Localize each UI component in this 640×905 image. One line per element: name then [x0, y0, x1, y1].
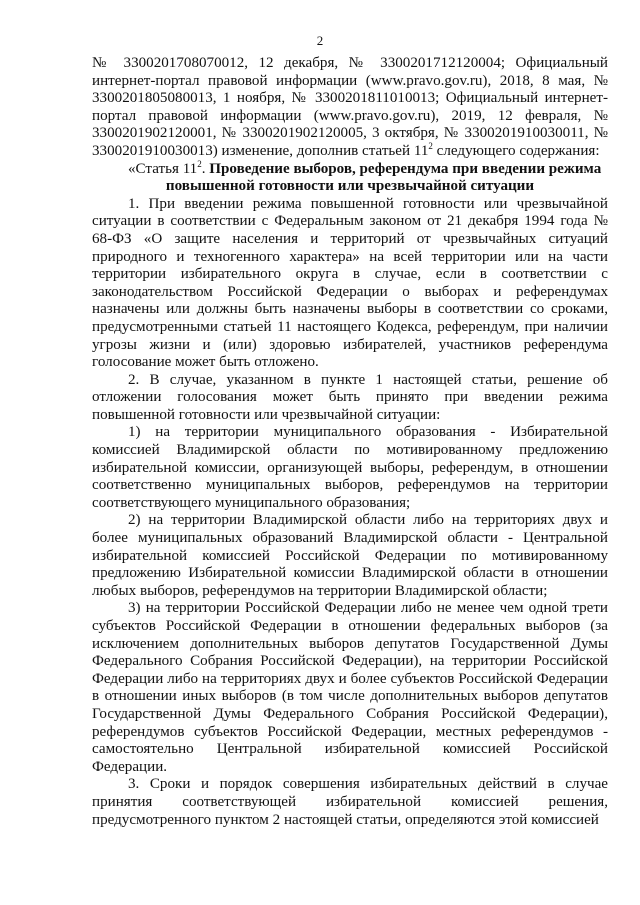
article-heading: [92, 158, 608, 179]
paragraph-2-item-2: 2) на территории Владимирской области либо на территориях двух и более муниципальных образований Владимирской области - Центральной избирательной комиссией Российской Федерации по мотивированному предложению Избирательной комиссии Владимирской области в отношении любых выборов, референдумов на территории Владимирской области;: [92, 512, 608, 599]
intro-paragraph: [92, 55, 608, 161]
paragraph-2-item-1: 1) на территории муниципального образования - Избирательной комиссией Владимирской области по мотивированному предложению избирательной комиссии, организующей выборы, референдум, в отношении соответственно муниципальных выборов, референдумов на территории соответствующего муниципального образования;: [92, 424, 608, 511]
paragraph-3: 3. Сроки и порядок совершения избирательных действий в случае принятия соответствующей избирательной комиссией решения, предусмотренного пунктом 2 настоящей статьи, определяются этой комиссией: [92, 776, 608, 828]
page-number: 2: [316, 33, 324, 48]
article-superscript: 2: [197, 158, 202, 169]
intro-tail: следующего содержания:: [432, 142, 600, 159]
intro-superscript: 2: [428, 140, 433, 151]
intro-text: № 3300201708070012, 12 декабря, № 3300201712120004; Официальный интернет-портал правовой информации (www.pravo.gov.ru), 2018, 8 мая, № 3300201805080013, 1 ноября, № 3300201811010013; Официальный интернет-портал правовой информации (www.pravo.gov.ru), 2019, 12 февраля, № 3300201902120001, № 3300201902120005, 3 октября, № 3300201910030011, № 3300201910030013) изменение, дополнив статьей 11: [92, 55, 608, 159]
paragraph-1: 1. При введении режима повышенной готовности или чрезвычайной ситуации в соответствии с Федеральным законом от 21 декабря 1994 года № 68-ФЗ «О защите населения и территорий от чрезвычайных ситуаций природного и техногенного характера» на всей территории или на части территории избирательного округа в случае, если в соответствии с законодательством Российской Федерации о выборах и референдумах назначены или должны быть назначены выборы в соответствии со сроками, предусмотренными статьей 11 настоящего Кодекса, референдум, при наличии угрозы жизни и (или) здоровью избирателей, участников референдума голосование может быть отложено.: [92, 195, 608, 371]
paragraph-2-item-3: 3) на территории Российской Федерации либо не менее чем одной трети субъектов Российской Федерации в отношении федеральных выборов (за исключением дополнительных выборов депутатов Государственной Думы Федерального Собрания Российской Федерации), на территории Российской Федерации либо на территориях двух и более субъектов Российской Федерации в отношении иных выборов (в том числе дополнительных выборов депутатов Государственной Думы Федерального Собрания Российской Федерации), референдумов субъектов Российской Федерации, местных референдумов - самостоятельно Центральной избирательной комиссией Российской Федерации.: [92, 600, 608, 775]
article-title-line1: Проведение выборов, референдума при введении режима: [209, 160, 602, 177]
paragraph-2: 2. В случае, указанном в пункте 1 настоящей статьи, решение об отложении голосования может быть принято при введении режима повышенной готовности или чрезвычайной ситуации:: [92, 371, 608, 423]
article-prefix: «Статья 11: [128, 160, 198, 177]
article-suffix: .: [201, 160, 210, 177]
document-body: [92, 55, 608, 829]
article-title-line2: повышенной готовности или чрезвычайной ситуации: [165, 178, 535, 195]
